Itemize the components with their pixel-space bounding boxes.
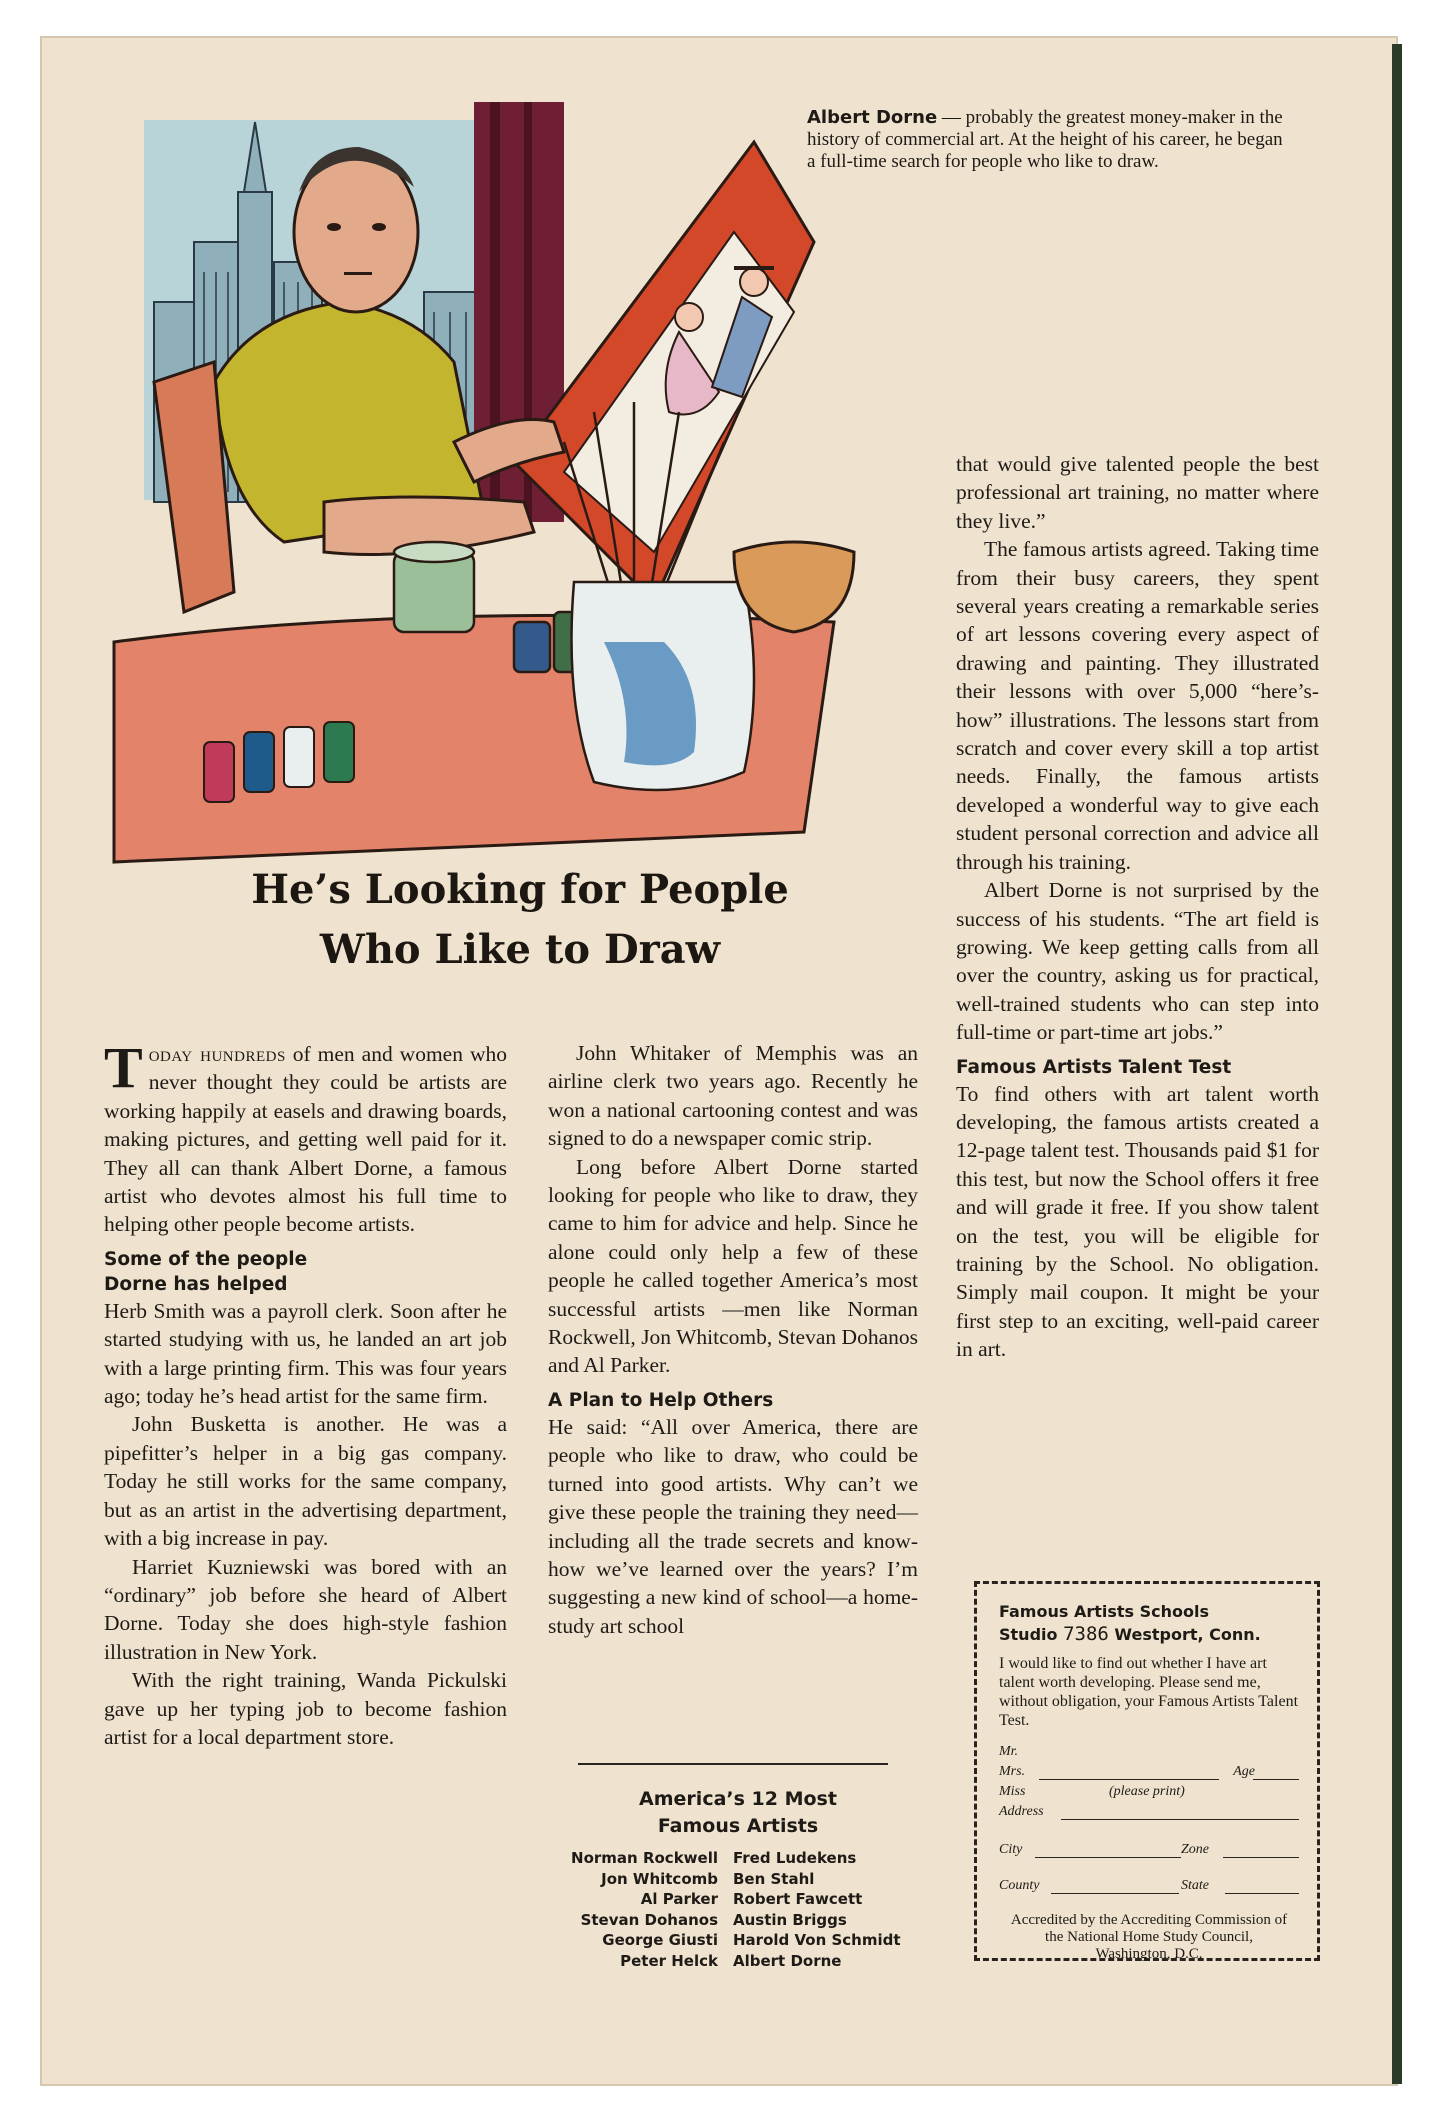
artist-name: Austin Briggs	[733, 1910, 847, 1929]
address-label: Address	[999, 1804, 1044, 1819]
paragraph: that would give talented people the best professional art training, no matter where they live.”	[956, 452, 1319, 533]
artist-name: Ben Stahl	[733, 1869, 815, 1888]
paragraph: Herb Smith was a payroll clerk. Soon after he started studying with us, he landed an art job with a large printing firm. This was four years ago; today he’s head artist for the same firm.	[104, 1298, 507, 1409]
drop-cap: T	[104, 1035, 143, 1100]
artists-title-line-1: America’s 12 Most	[639, 1788, 837, 1810]
city-field[interactable]	[999, 1842, 1299, 1858]
accreditation-note: Accredited by the Accrediting Commission of the National Home Study Council, Washington, D.C.	[1010, 1912, 1288, 1962]
paragraph: The famous artists agreed. Taking time from their busy careers, they spent several years creating a remarkable series of art lessons covering every aspect of drawing and painting. They illustrated their lessons with over 5,000 “here’s-how” illustrations. The lessons start from scratch and cover every skill a top artist needs. Finally, the famous artists developed a wonderful way to give each student personal correction and advice all through his training.	[956, 537, 1319, 874]
age-label: Age	[1233, 1764, 1255, 1779]
artist-illustration	[94, 82, 900, 882]
artists-list-left	[548, 1848, 718, 1971]
paragraph: To find others with art talent worth developing, the famous artists created a 12-page talent test. Thousands paid $1 for this test, but now the School offers it free and will grade it free. If you show talent on the test, you will be eligible for training by the School. No obligation. Simply mail coupon. It might be your first step to an exciting, well-paid career in art.	[956, 1081, 1319, 1362]
artists-title-line-2: Famous Artists	[657, 1815, 819, 1837]
paragraph: Harriet Kuzniewski was bored with an “ordinary” job before she heard of Albert Dorne. Today she does high-style fashion illustration in New York.	[104, 1554, 507, 1664]
artist-name: Stevan Dohanos	[580, 1910, 718, 1929]
state-label: State	[1181, 1878, 1209, 1893]
paragraph: John Busketta is another. He was a pipefitter’s helper in a big gas company. Today he still works for the same company, but as an artist in the advertising department, with a big increase in pay.	[104, 1412, 507, 1551]
artist-name: Fred Ludekens	[733, 1849, 857, 1867]
artists-list-title	[548, 1786, 928, 1840]
mrs-label: Mrs.	[999, 1764, 1026, 1779]
artist-name: Harold Von Schmidt	[733, 1931, 901, 1949]
artist-name: Al Parker	[640, 1890, 718, 1908]
page-edge-shadow	[1392, 44, 1402, 2084]
name-field-group[interactable]	[999, 1744, 1299, 1820]
mr-field[interactable]	[999, 1744, 1299, 1760]
zone-label: Zone	[1181, 1842, 1209, 1857]
subheading	[104, 1247, 507, 1297]
paragraph: Albert Dorne is not surprised by the success of his students. “The art field is growing. We keep getting calls from all over the country, asking us for practical, well-trained students who can step into full-time or part-time art jobs.”	[956, 878, 1319, 1045]
county-label: County	[999, 1878, 1040, 1893]
studio-number: 7386	[1063, 1623, 1109, 1645]
artist-name: Albert Dorne	[733, 1951, 842, 1970]
county-field[interactable]	[999, 1878, 1299, 1894]
text-column-2	[548, 1039, 918, 1640]
mrs-field[interactable]	[999, 1764, 1299, 1780]
text-column-3	[956, 450, 1319, 1364]
divider	[578, 1763, 888, 1765]
miss-field[interactable]	[999, 1784, 1299, 1800]
studio-prefix: Studio	[999, 1625, 1064, 1644]
paragraph: John Whitaker of Memphis was an airline clerk two years ago. Recently he won a national cartooning contest and was signed to do a newspaper comic strip.	[548, 1041, 918, 1151]
subheading-line-1: Some of the people	[104, 1248, 308, 1270]
artists-list-right	[733, 1848, 933, 1971]
please-print-label: (please print)	[1109, 1784, 1185, 1799]
page-title	[120, 860, 920, 980]
headline-line-1: He’s Looking for People	[251, 866, 789, 913]
artist-name: George Giusti	[602, 1931, 718, 1949]
mr-label: Mr.	[999, 1744, 1019, 1759]
subheading: A Plan to Help Others	[548, 1389, 774, 1411]
paragraph: Long before Albert Dorne started looking for people who like to draw, they came to him for advice and help. Since he alone could only help a few of these people he called together America’s most successful artists —men like Norman Rockwell, Jon Whitcomb, Stevan Dohanos and Al Parker.	[548, 1154, 918, 1378]
studio-suffix: Westport, Conn.	[1108, 1625, 1261, 1644]
mail-coupon[interactable]	[974, 1581, 1320, 1961]
caption-text: — probably the greatest money-maker in the history of commercial art. At the height of his career, he began a full-time search for people who like to draw.	[807, 107, 1283, 172]
subheading: Famous Artists Talent Test	[956, 1056, 1232, 1078]
artist-name: Norman Rockwell	[571, 1849, 718, 1867]
address-field[interactable]	[999, 1804, 1299, 1820]
city-label: City	[999, 1842, 1023, 1857]
text-column-1	[104, 1035, 507, 1751]
paragraph	[104, 1035, 507, 1239]
coupon-school: Famous Artists Schools	[999, 1602, 1209, 1621]
coupon-studio	[999, 1623, 1299, 1646]
coupon-header	[999, 1600, 1299, 1646]
miss-label: Miss	[999, 1784, 1026, 1799]
caption-name: Albert Dorne	[807, 107, 938, 128]
artist-name: Robert Fawcett	[733, 1890, 863, 1908]
lead-small-caps: oday hundreds	[148, 1042, 286, 1066]
paragraph-text: of men and women who never thought they could be artists are working happily at easels and drawing boards, making pictures, and getting well paid for it. They all can thank Albert Dorne, a famous artist who devotes almost his full time to helping other people become artists.	[104, 1042, 507, 1237]
coupon-body: I would like to find out whether I have art talent worth developing. Please send me, without obligation, your Famous Artists Talent Test.	[999, 1655, 1299, 1729]
paragraph: With the right training, Wanda Pickulski gave up her typing job to become fashion artist for a local department store.	[104, 1668, 507, 1749]
paragraph: He said: “All over America, there are people who like to draw, who could be turned into good artists. Why can’t we give these people the training they need—including all the trade secrets and know-how we’ve learned over the years? I’m suggesting a new kind of school—a home-study art school	[548, 1414, 918, 1638]
artist-name: Jon Whitcomb	[601, 1869, 718, 1888]
headline-line-2: Who Like to Draw	[319, 926, 721, 973]
illustration-caption	[807, 107, 1287, 173]
subheading-line-2: Dorne has helped	[104, 1273, 288, 1295]
artist-name: Peter Helck	[620, 1951, 718, 1970]
